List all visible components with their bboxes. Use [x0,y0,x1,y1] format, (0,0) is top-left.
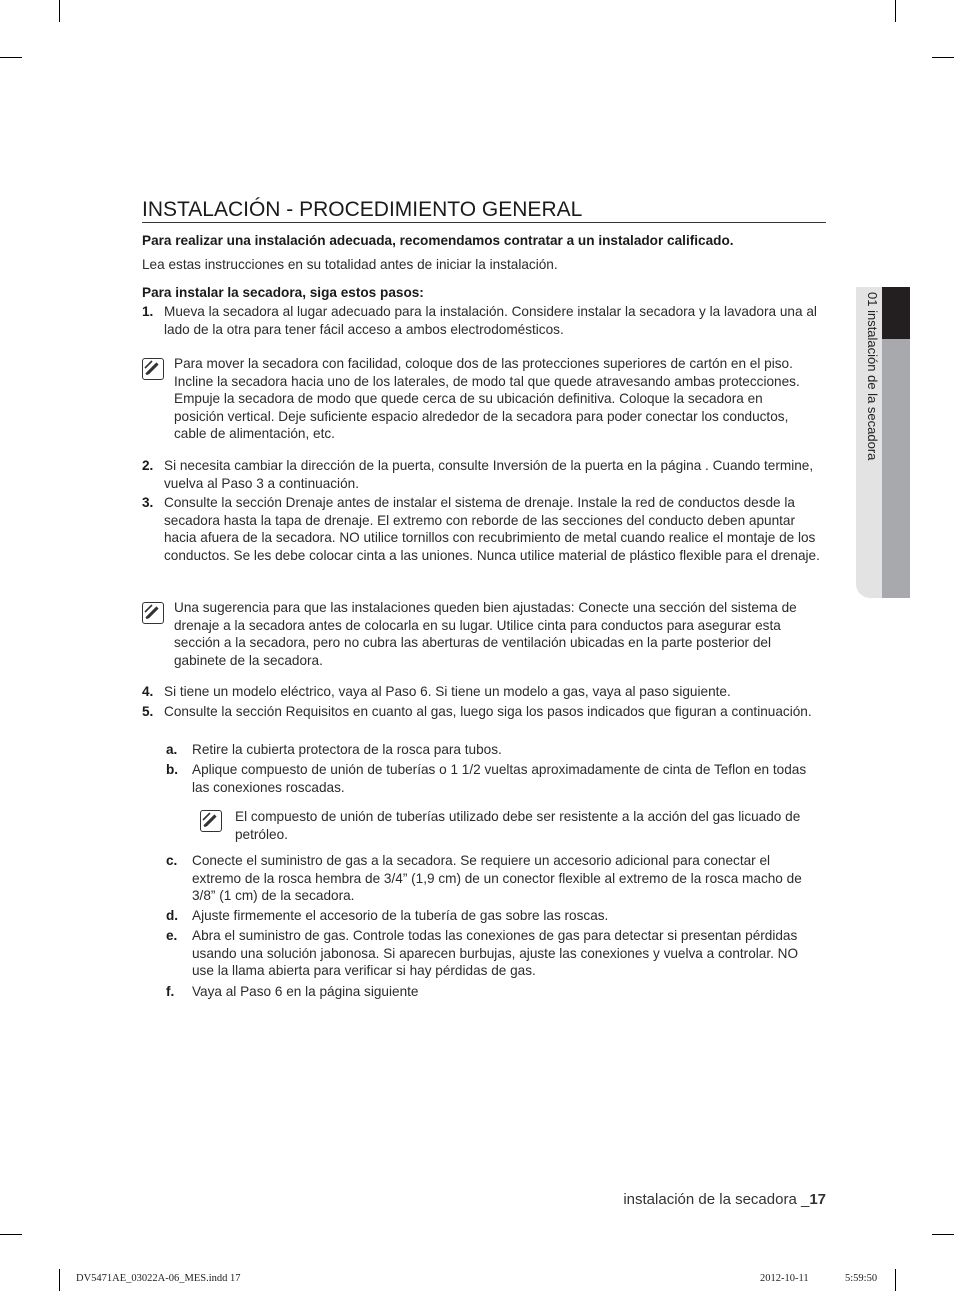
crop-mark [0,1234,22,1235]
substep-letter: b. [166,762,179,777]
crop-mark [0,57,22,58]
note-text: Una sugerencia para que las instalaciones queden bien ajustadas: Conecte una sección del sistema de drenaje a la secadora antes de colocarla en su lugar. Utilice cinta para conductos para asegurar esta sección a la secadora, pero no cubra las aberturas de ventilación ubicadas en la parte posterior del gabinete de la secadora. [174,600,797,668]
step-3 [142,494,822,564]
substep-letter: e. [166,928,178,943]
crop-mark [59,1269,60,1291]
crop-mark [895,0,896,22]
substep-letter: d. [166,908,179,923]
side-tab-label: 01 instalación de la secadora [865,292,880,461]
note-pencil-icon [142,602,164,624]
step-text: Mueva la secadora al lugar adecuado para la instalación. Considere instalar la secadora y la lavadora una al lado de la otra para tener fácil acceso a ambos electrodomésticos. [164,304,817,337]
slug-date: 2012-10-11 [760,1273,809,1284]
step-text: Consulte la sección Requisitos en cuanto al gas, luego siga los pasos indicados que figuran a continuación. [164,704,812,719]
slug-time: 5:59:50 [845,1273,878,1284]
note-text: El compuesto de unión de tuberías utilizado debe ser resistente a la acción del gas licuado de petróleo. [235,809,801,842]
page-number: 17 [809,1191,826,1208]
substep-text: Conecte el suministro de gas a la secadora. Se requiere un accesorio adicional para conectar el extremo de la rosca hembra de 3/4” (1,9 cm) de un conector flexible al extremo de la rosca macho de 3/8” (1 cm) de la secadora. [192,853,802,903]
intro-bold: Para realizar una instalación adecuada, recomendamos contratar a un instalador calificado. [142,233,734,248]
step-number: 4. [142,684,154,699]
note-pencil-icon [142,358,164,380]
step-text: Si necesita cambiar la dirección de la puerta, consulte Inversión de la puerta en la página . Cuando termine, vuelva al Paso 3 a continuación. [164,458,814,491]
note-3 [235,808,820,843]
substep-letter: a. [166,742,178,757]
step-number: 5. [142,704,154,719]
substep-text: Vaya al Paso 6 en la página siguiente [192,984,419,999]
step-4 [142,683,822,701]
crop-mark [932,57,954,58]
substep-f [166,983,822,1001]
step-number: 2. [142,458,154,473]
substep-e [166,927,822,980]
crop-mark [895,1269,896,1291]
crop-mark [59,0,60,22]
steps-heading: Para instalar la secadora, siga estos pasos: [142,285,424,300]
substep-text: Aplique compuesto de unión de tuberías o 1 1/2 vueltas aproximadamente de cinta de Teflon en todas las conexiones roscadas. [192,762,807,795]
step-text: Consulte la sección Drenaje antes de instalar el sistema de drenaje. Instale la red de conductos desde la secadora hasta la tapa de drenaje. El extremo con reborde de las secciones del conducto deben apuntar hacia afuera de la secadora. NO utilice tornillos con recubrimiento de metal cuando realice el montaje de los conductos. Se les debe colocar cinta a las uniones. Nunca utilice material de plástico flexible para el drenaje. [164,495,820,563]
substep-text: Retire la cubierta protectora de la rosca para tubos. [192,742,502,757]
substep-d [166,907,822,925]
page-title: INSTALACIÓN - PROCEDIMIENTO GENERAL [142,198,826,223]
substep-c [166,852,822,905]
note-text: Para mover la secadora con facilidad, coloque dos de las protecciones superiores de cartón en el piso. Incline la secadora hacia uno de los laterales, de modo tal que quede atravesando ambas protecciones. Empuje la secadora de modo que quede cerca de su ubicación definitiva. Coloque la secadora en posición vertical. Deje suficiente espacio alrededor de la secadora para poder conectar los conductos, cable de alimentación, etc. [174,356,800,441]
footer-label: instalación de la secadora _ [623,1191,810,1208]
substep-text: Abra el suministro de gas. Controle todas las conexiones de gas para detectar si presentan pérdidas usando una solución jabonosa. Si aparecen burbujas, ajuste las conexiones y vuelva a controlar. NO use la llama abierta para verificar si hay pérdidas de gas. [192,928,799,978]
note-pencil-icon [200,810,222,832]
step-text: Si tiene un modelo eléctrico, vaya al Paso 6. Si tiene un modelo a gas, vaya al paso siguiente. [164,684,731,699]
substep-letter: c. [166,853,178,868]
side-tab-bar [882,339,910,598]
substep-text: Ajuste firmemente el accesorio de la tubería de gas sobre las roscas. [192,908,609,923]
step-2 [142,457,822,492]
slug-file: DV5471AE_03022A-06_MES.indd 17 [76,1273,241,1284]
intro-text: Lea estas instrucciones en su totalidad antes de iniciar la instalación. [142,257,558,272]
step-number: 3. [142,495,154,510]
page-footer [623,1191,826,1208]
note-2 [174,599,818,669]
substep-a [166,741,822,759]
step-1 [142,303,822,338]
step-5 [142,703,822,721]
substep-b [166,761,822,796]
note-1 [174,355,814,443]
substep-letter: f. [166,984,175,999]
step-number: 1. [142,304,154,319]
side-tab-marker [882,287,910,339]
crop-mark [932,1234,954,1235]
